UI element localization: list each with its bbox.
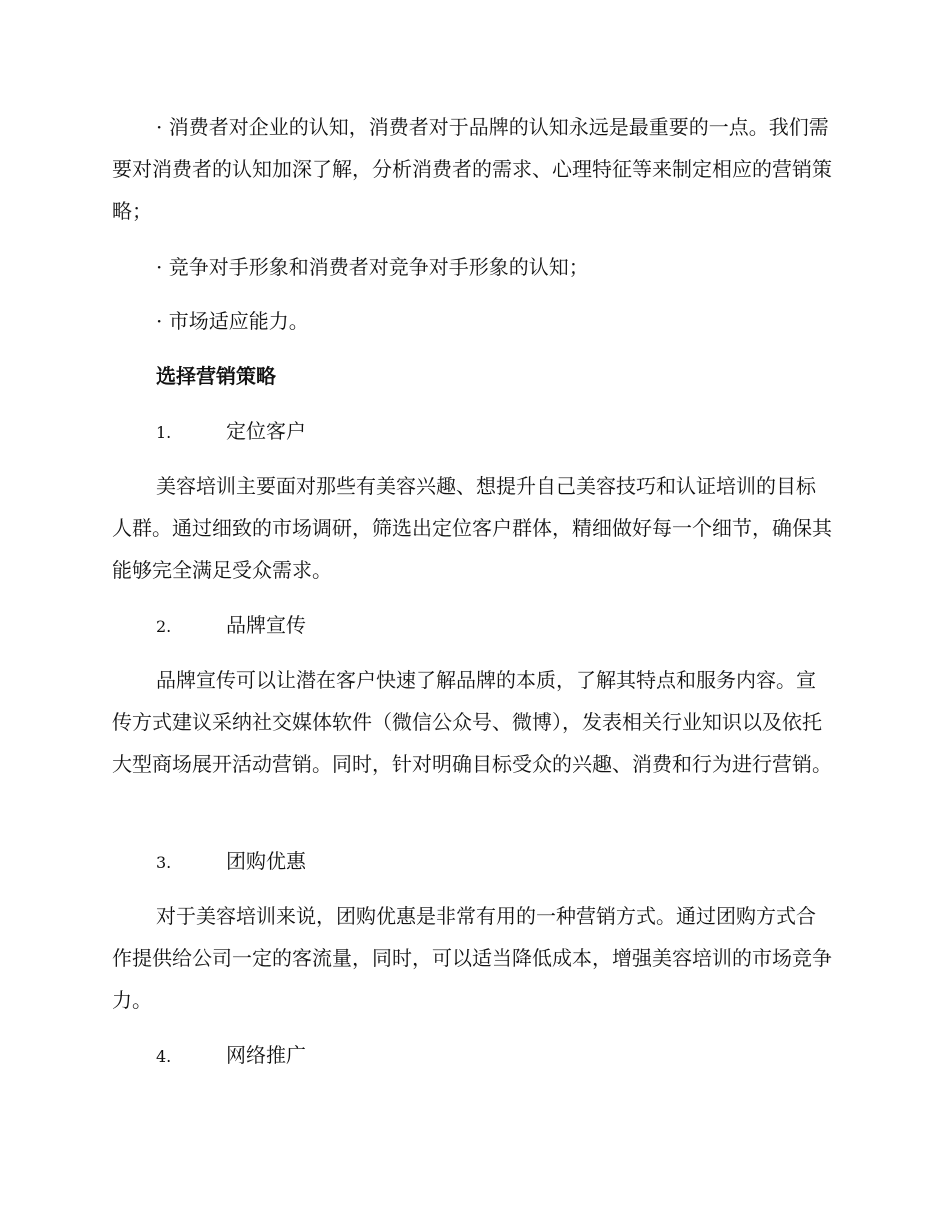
numbered-item-2 <box>156 604 306 648</box>
bullet-competitor-image: · 竞争对手形象和消费者对竞争对手形象的认知； <box>156 255 589 279</box>
bullet-market-adaptability: · 市场适应能力。 <box>156 309 309 333</box>
item-number: 1. <box>156 423 172 442</box>
section-heading: 选择营销策略 <box>156 364 276 388</box>
item-3-body: 对于美容培训来说，团购优惠是非常有用的一种营销方式。通过团购方式合作提供给公司一定的客流量，同时，可以适当降低成本，增强美容培训的市场竞争力。 <box>112 904 832 1012</box>
item-1-body: 美容培训主要面对那些有美容兴趣、想提升自己美容技巧和认证培训的目标人群。通过细致的市场调研，筛选出定位客户群体，精细做好每一个细节，确保其能够完全满足受众需求。 <box>112 474 832 582</box>
numbered-item-1 <box>156 410 306 454</box>
item-2-body: 品牌宣传可以让潜在客户快速了解品牌的本质，了解其特点和服务内容。宣传方式建议采纳社交媒体软件（微信公众号、微博），发表相关行业知识以及依托大型商场展开活动营销。同时，针对明确目标受众的兴趣、消费和行为进行营销。 <box>112 668 832 776</box>
item-title: 品牌宣传 <box>226 613 306 637</box>
numbered-item-3 <box>156 840 306 884</box>
item-title: 团购优惠 <box>226 849 306 873</box>
item-title: 网络推广 <box>226 1043 306 1067</box>
item-number: 2. <box>156 617 172 636</box>
item-title: 定位客户 <box>226 419 306 443</box>
bullet-consumer-cognition: · 消费者对企业的认知，消费者对于品牌的认知永远是最重要的一点。我们需要对消费者的认知加深了解，分析消费者的需求、心理特征等来制定相应的营销策略； <box>112 115 832 223</box>
item-number: 4. <box>156 1047 172 1066</box>
item-number: 3. <box>156 853 172 872</box>
numbered-item-4 <box>156 1034 306 1078</box>
